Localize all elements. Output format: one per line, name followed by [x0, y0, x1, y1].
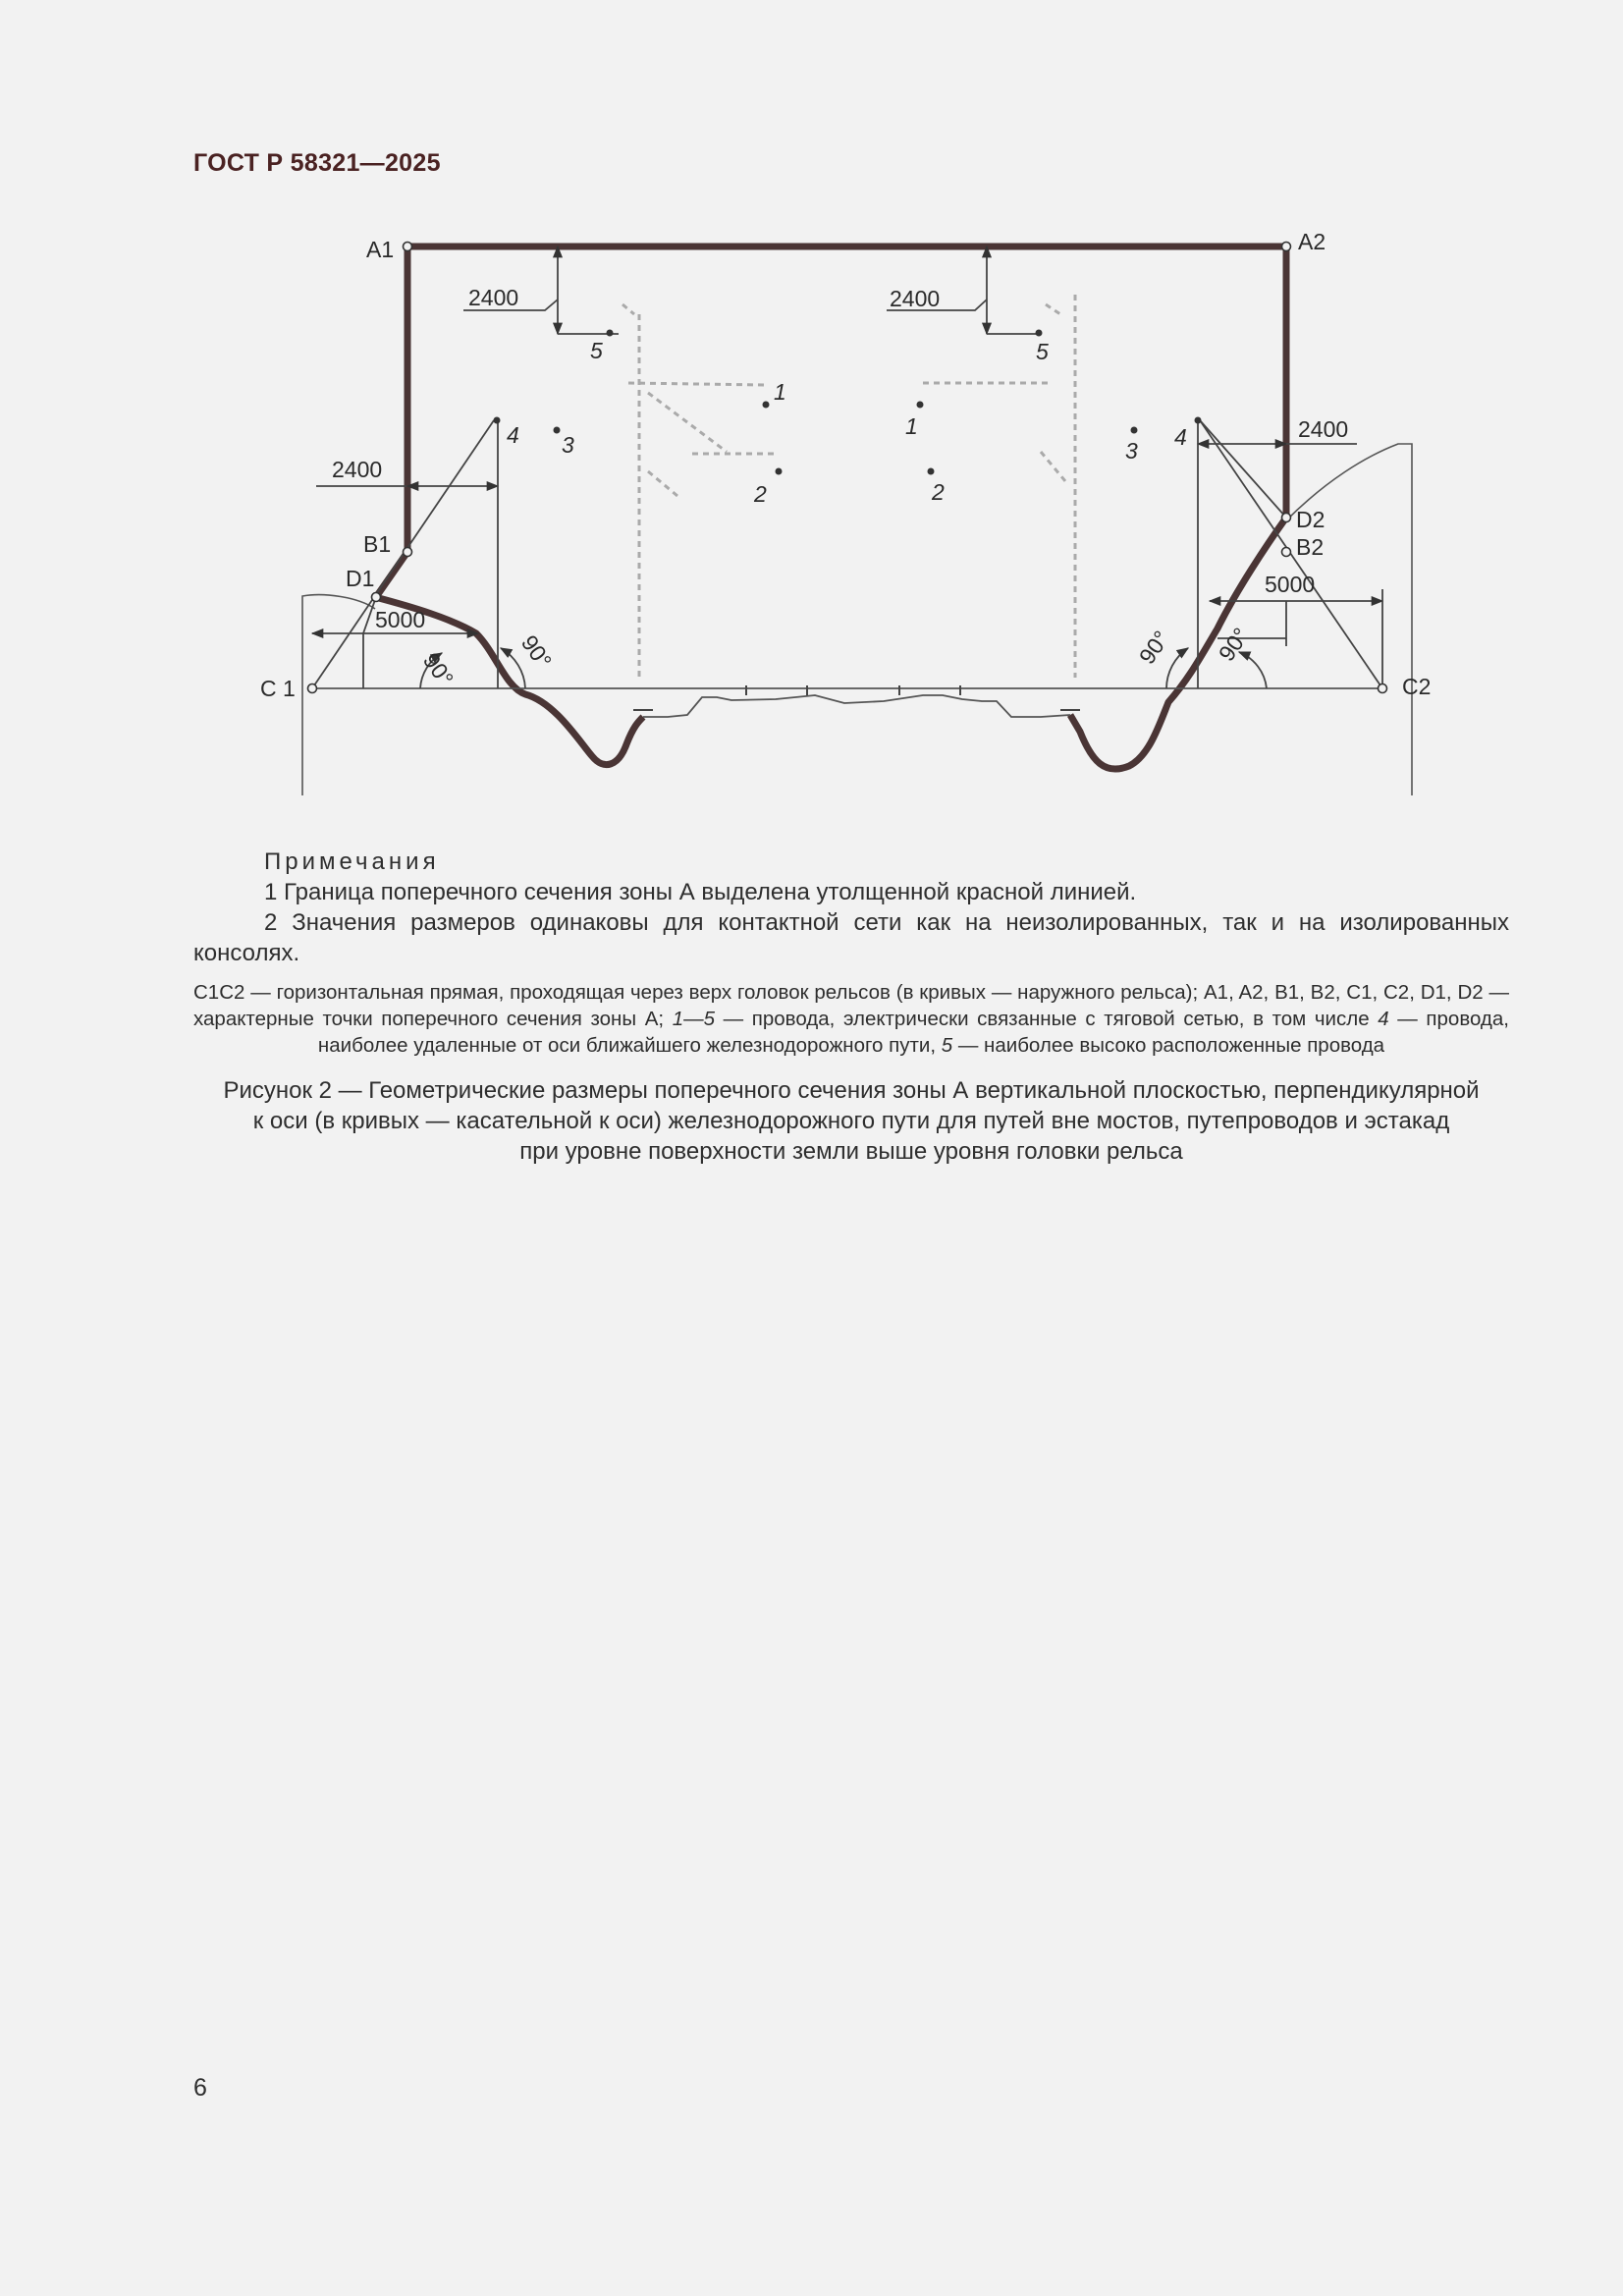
legend-part-3: — провода, наиболее удаленные от оси ближайшего железнодорожного пути,: [317, 1008, 1509, 1057]
legend-part-1: C1C2 — горизонтальная прямая, проходящая через верх головок рельсов (в кривых — наружного рельса); A1, A2, B1, B2, C1, C2, D1, D2 — характерные точки поперечного сечения зоны А;: [193, 981, 1509, 1030]
wire-dot-l5: [607, 330, 614, 337]
label-c2: C2: [1402, 674, 1432, 699]
label-a1: A1: [366, 237, 395, 262]
point-a2: [1282, 243, 1291, 251]
notes-block: [193, 847, 1509, 968]
wire-dot-r2: [928, 468, 935, 475]
point-b1: [404, 548, 412, 557]
label-d1: D1: [346, 566, 375, 591]
dim-ground-left: 5000: [375, 607, 426, 632]
point-b2: [1282, 548, 1291, 557]
legend-part-4: — наиболее высоко расположенные провода: [952, 1034, 1385, 1057]
caption-line-3: при уровне поверхности земли выше уровня головки рельса: [519, 1138, 1183, 1165]
legend-range-dash: —: [683, 1008, 704, 1030]
document-header: ГОСТ Р 58321—2025: [193, 149, 441, 177]
wire-label-l2: 2: [754, 481, 767, 507]
zone-boundary: [375, 246, 1286, 769]
legend-range-end: 5: [703, 1008, 716, 1030]
wire-dot-r5: [1036, 330, 1043, 337]
wire-label-r4: 4: [1174, 424, 1187, 450]
legend-range-start: 1: [672, 1008, 684, 1030]
embankment-outline: [302, 444, 1412, 795]
page-number: 6: [193, 2074, 207, 2102]
dim-side-left: 2400: [332, 457, 383, 482]
caption-line-1: Рисунок 2 — Геометрические размеры поперечного сечения зоны А вертикальной плоскостью, перпендикулярной: [223, 1077, 1480, 1104]
point-d2: [1282, 514, 1291, 522]
support-structures: [622, 295, 1075, 678]
label-d2: D2: [1296, 507, 1325, 532]
label-b2: B2: [1296, 534, 1325, 560]
notes-title: Примечания: [264, 848, 440, 875]
wire-label-r3: 3: [1125, 438, 1138, 464]
point-c1: [308, 684, 317, 693]
caption-line-2: к оси (в кривых — касательной к оси) железнодорожного пути для путей вне мостов, путепроводов и эстакад: [252, 1108, 1450, 1134]
wire-dot-r1: [917, 402, 924, 409]
dim-top-left: 2400: [468, 285, 519, 310]
wire-dot-l4: [494, 417, 501, 424]
wire-label-l4: 4: [507, 422, 519, 448]
angle-label-1: 90°: [417, 647, 460, 691]
wire-dot-l3: [554, 427, 561, 434]
legend-wire-5: 5: [941, 1034, 953, 1057]
label-a2: A2: [1298, 229, 1326, 254]
dim-top-right: 2400: [890, 286, 941, 311]
angle-label-4: 90°: [1213, 623, 1255, 666]
legend-part-2: — провода, электрически связанные с тяговой сетью, в том числе: [715, 1008, 1379, 1030]
wire-dot-r3: [1131, 427, 1138, 434]
note-2: 2 Значения размеров одинаковы для контактной сети как на неизолированных, так и на изолированных консолях.: [193, 909, 1509, 966]
point-d1: [372, 593, 381, 602]
wire-label-l1: 1: [774, 379, 786, 405]
wire-label-l5: 5: [590, 338, 603, 363]
angle-label-3: 90°: [1133, 626, 1175, 669]
angle-label-2: 90°: [515, 629, 558, 674]
cross-section-figure: [0, 0, 1623, 815]
point-a1: [404, 243, 412, 251]
point-c2: [1379, 684, 1387, 693]
label-b1: B1: [363, 531, 392, 557]
wire-dot-l2: [776, 468, 783, 475]
note-1: 1 Граница поперечного сечения зоны А выделена утолщенной красной линией.: [264, 879, 1137, 905]
label-c1: C 1: [260, 676, 296, 701]
wire-label-r5: 5: [1036, 339, 1049, 364]
base-line: [312, 688, 1384, 717]
dim-ground-right: 5000: [1265, 572, 1316, 597]
wire-dot-r4: [1195, 417, 1202, 424]
wire-label-r1: 1: [905, 413, 918, 439]
dim-side-right: 2400: [1298, 416, 1349, 442]
figure-legend: [193, 979, 1509, 1059]
legend-wire-4: 4: [1378, 1008, 1389, 1030]
wire-label-l3: 3: [562, 432, 574, 458]
wire-dot-l1: [763, 402, 770, 409]
figure-caption: [193, 1075, 1509, 1167]
wire-label-r2: 2: [932, 479, 945, 505]
